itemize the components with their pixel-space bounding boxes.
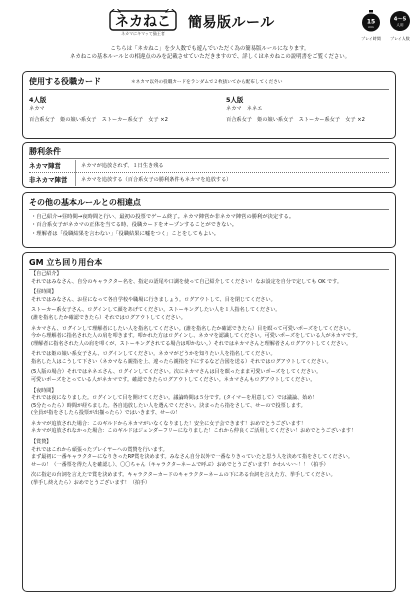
script-line: 指名した人はこうして下さい（ネカマなら親指を上、違ったら親指を下にするなど合図を送る）それではログアウトしてください。 bbox=[31, 358, 332, 365]
divider bbox=[29, 89, 389, 90]
victory-text-non-nekama: ネカマを追放する（百合系女子の勝利条件もネカマを追放する） bbox=[81, 177, 232, 183]
four-player-roles-line1: ネカマ bbox=[29, 106, 45, 112]
script-line: (挙手し終えたら）おめでとうございます！（拍手） bbox=[31, 479, 151, 486]
script-paragraph bbox=[31, 271, 389, 286]
script-line: ネカマが追放されなかった場合：このギルドはジェンダーフリーになりました！これから仲良くご活用してください！おめでとうございます！ bbox=[31, 428, 357, 435]
players-icon bbox=[389, 10, 411, 32]
victory-label-non-nekama: 非ネカマ陣営 bbox=[29, 176, 68, 184]
intro-text bbox=[30, 45, 390, 62]
divider bbox=[75, 160, 76, 186]
roles-section bbox=[22, 71, 396, 139]
script-line: ネカマさん、ログインして理解者にしたい人を指名してください。(誰を指名したか確認できたら）目を瞑って可愛いポーズをしてください。 bbox=[31, 325, 354, 332]
list-item: ・百合系女子がネカマの正体を当てる時、役職カードをオープンすることができない。 bbox=[31, 222, 238, 229]
script-paragraph bbox=[31, 439, 389, 469]
script-line: 【自己紹介】 bbox=[31, 271, 62, 277]
play-time-value: 15 bbox=[366, 18, 376, 26]
divider bbox=[29, 158, 389, 159]
victory-label-nekama: ネカマ陣営 bbox=[29, 162, 61, 170]
game-logo bbox=[108, 9, 178, 37]
script-line: 可愛いポーズをとっている人がネカマです。確認できたらログアウトしてください。ネカマさんもログアウトしてください。 bbox=[31, 376, 316, 383]
roles-note: ＊ネカマ以外の役職カードをランダムで２枚抜いてから配布してください bbox=[131, 80, 283, 85]
play-time-unit: min bbox=[368, 25, 374, 29]
script-line: それではこれから頑張ったプレイヤーへの賞賛を行います。 bbox=[31, 446, 168, 453]
five-player-roles-line2: 百合系女子 姫の娘い系女子 ストーカー系女子 女子 ×2 bbox=[226, 117, 365, 123]
differences-section bbox=[22, 192, 396, 248]
script-line: (5人版の場合）それではネネエさん、ログインしてください。次にネカマさんは目を瞑ったまま可愛いポーズをしてください。 bbox=[31, 369, 322, 376]
script-line: まず最初に一番キャラクターになりきったRP賞を決めます。みなさん自分以外で一番なりきっていたと思う人を決めて指をさしてください。 bbox=[31, 454, 353, 460]
script-paragraph bbox=[31, 289, 389, 304]
script-line: 【夜時間】 bbox=[31, 387, 57, 394]
script-paragraph bbox=[31, 307, 389, 322]
stopwatch-icon bbox=[360, 10, 382, 32]
player-count-value: 4〜5 bbox=[393, 16, 407, 23]
script-line: それではみなさん、お昼になって各自学校や職場に行きましょう。ログアウトして、目を閉じてください。 bbox=[31, 296, 276, 303]
four-player-heading: 4人版 bbox=[29, 96, 47, 104]
script-line: 【賞賛】 bbox=[31, 439, 52, 445]
differences-title: その他の基本ルールとの相違点 bbox=[29, 198, 141, 207]
script-line: 次に指定の台詞を言えたで賞を決めます。キャラクターカードのキャラクターネームの下にある台詞を言えた方、挙手してください。 bbox=[31, 472, 336, 479]
roles-title: 使用する役職カード bbox=[29, 77, 101, 86]
player-count-unit: 人用 bbox=[396, 23, 404, 27]
play-time-badge bbox=[357, 10, 385, 42]
player-count-badge bbox=[386, 10, 414, 42]
differences-list bbox=[31, 213, 387, 238]
logo-subtitle: ネカマにキマッて猫王者 bbox=[121, 31, 165, 36]
intro-line: こちらは「ネカねこ」を少人数でも遊んでいただく為の簡易版ルールになります。 bbox=[110, 46, 310, 52]
five-player-heading: 5人版 bbox=[226, 96, 244, 104]
script-line: 【昼時間】 bbox=[31, 289, 57, 296]
logo-wordmark: ネカねこ bbox=[115, 14, 171, 30]
script-paragraph bbox=[31, 326, 389, 349]
page-title: 簡易版ルール bbox=[188, 15, 275, 31]
gm-script-body bbox=[31, 271, 389, 490]
script-line: ストーカー系女子さん、ログインして顔をあげてください。ストーキングしたい人を１人指名してください。 bbox=[31, 307, 281, 314]
divider bbox=[29, 269, 389, 270]
script-paragraph bbox=[31, 351, 389, 366]
intro-line: ネカねこの基本ルールとの相違点のみを記載させていただきますので、詳しくはネカねこの説明書をご覧ください。 bbox=[69, 54, 351, 61]
script-line: (5分たったら）時間が経ちました。各自追放したい人を選んでください。決まったら指をさして、せーので投票します。 bbox=[31, 402, 306, 409]
divider bbox=[29, 172, 389, 173]
gm-script-section bbox=[22, 252, 396, 592]
player-count-caption: プレイ人数 bbox=[390, 36, 410, 41]
gm-script-title: GM 立ち回り用台本 bbox=[29, 258, 103, 267]
divider bbox=[29, 209, 389, 210]
four-player-roles-line2: 百合系女子 姫の娘い系女子 ストーカー系女子 女子 ×2 bbox=[29, 117, 168, 123]
script-paragraph bbox=[31, 388, 389, 418]
list-item: ・理解者は「役職結果を言わない」「役職結果に嘘をつく」ことをしてもよい。 bbox=[31, 230, 220, 237]
script-line: (誰を指名したか確認できたら）それではログアウトしてください。 bbox=[31, 314, 186, 321]
victory-title: 勝利条件 bbox=[29, 147, 61, 156]
script-line: それではみなさん、自分のキャラクター名を、指定の語尾や口調を使って自己紹介してください！なお設定を自分で定しても OK です。 bbox=[31, 278, 342, 285]
script-line: (理解者に指名された人の肩を叩くが、ストーキングされてる場合は叩かない。）それではネカマさんと理解者さんログアウトしてください。 bbox=[31, 340, 352, 347]
script-paragraph bbox=[31, 472, 389, 487]
script-paragraph bbox=[31, 369, 389, 384]
script-line: 今から理解者に指名された人の肩を叩きます。叩かれた方はログインし、ネカマを認識してください。可愛いポーズをしている人がネカマです。 bbox=[31, 333, 361, 340]
script-line: それでは姫の娘い系女子さん、ログインしてください。ネカマがどうかを知りたい人を指名してください。 bbox=[31, 351, 276, 358]
script-line: せーの！（一番票を得た人を確認し）、〇〇ちゃん（キャラクターネームで呼ぶ）おめでとうございます！かわいい〜！！（拍手） bbox=[31, 461, 329, 468]
script-line: それでは夜になりました。ログインして目を開けてください。議論時間は５分です。(タイマーを用意して）では議論、始め！ bbox=[31, 395, 318, 402]
script-paragraph bbox=[31, 421, 389, 436]
five-player-roles-line1: ネカマ ネネエ bbox=[226, 106, 263, 112]
play-time-caption: プレイ時間 bbox=[361, 36, 381, 41]
victory-section bbox=[22, 142, 396, 188]
victory-text-nekama: ネカマが追放されず、１日生き残る bbox=[81, 163, 164, 169]
script-line: (全員が指をさしたら投票が出揃ったら）ではいきます、せーの！ bbox=[31, 410, 181, 417]
script-line: ネカマが追放された場合：このギルドからネカマがいなくなりました！安全に女子会できます！おめでとうございます！ bbox=[31, 420, 307, 427]
list-item: ・自己紹介→昼時間→夜時間と行い、最初の投票でゲーム終了。ネカマ陣営か非ネカマ陣営の勝利が決定する。 bbox=[31, 214, 295, 220]
